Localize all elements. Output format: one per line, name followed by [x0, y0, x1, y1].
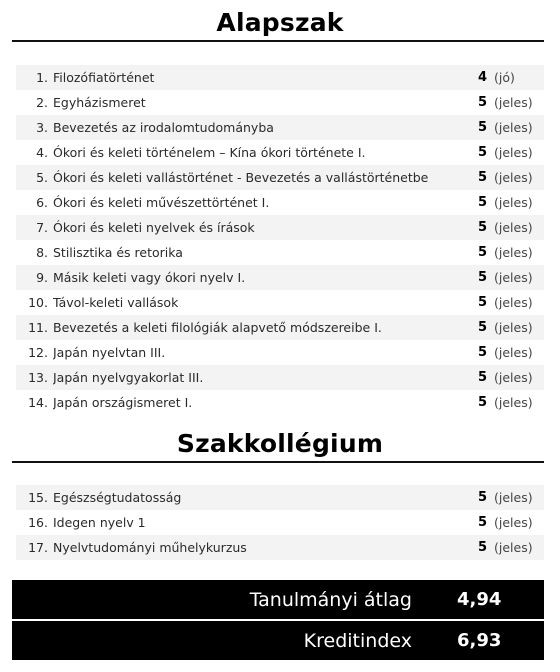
course-number: 7. [36, 220, 48, 235]
section-title: Alapszak [216, 8, 344, 37]
course-name: Nyelvtudományi műhelykurzus [53, 540, 247, 555]
grade-label: (jeles) [494, 120, 533, 135]
course-row [16, 365, 544, 390]
course-name: Távol-keleti vallások [53, 295, 179, 310]
grade-label: (jeles) [494, 145, 533, 160]
course-row [16, 390, 544, 415]
grade-value: 4 [478, 70, 488, 85]
course-name: Ókori és keleti nyelvek és írások [53, 220, 255, 235]
course-number: 13. [28, 370, 48, 385]
course-list [16, 485, 544, 560]
grade-label: (jó) [494, 70, 515, 85]
grade-value: 5 [478, 245, 488, 260]
course-name: Stilisztika és retorika [53, 245, 183, 260]
course-name: Japán országismeret I. [53, 395, 193, 410]
credit-index-label: Kreditindex [303, 629, 412, 652]
course-number: 9. [36, 270, 48, 285]
course-number: 10. [28, 295, 48, 310]
grade-value: 5 [478, 490, 488, 505]
grade-label: (jeles) [494, 170, 533, 185]
grade-value: 5 [478, 195, 488, 210]
grade-label: (jeles) [494, 395, 533, 410]
course-number: 16. [28, 515, 48, 530]
credit-index-bar [12, 621, 544, 660]
course-row [16, 315, 544, 340]
average-label: Tanulmányi átlag [249, 588, 412, 611]
grade-label: (jeles) [494, 95, 533, 110]
course-number: 6. [36, 195, 48, 210]
grade-label: (jeles) [494, 270, 533, 285]
average-value: 4,94 [457, 589, 502, 610]
grade-label: (jeles) [494, 320, 533, 335]
course-name: Ókori és keleti történelem – Kína ókori története I. [53, 145, 366, 160]
course-row [16, 140, 544, 165]
course-name: Bevezetés a keleti filológiák alapvető módszereibe I. [53, 320, 382, 335]
grade-value: 5 [478, 120, 488, 135]
course-row [16, 115, 544, 140]
course-number: 15. [28, 490, 48, 505]
grade-value: 5 [478, 170, 488, 185]
average-bar [12, 580, 544, 619]
grade-value: 5 [478, 145, 488, 160]
course-name: Egyházismeret [53, 95, 146, 110]
credit-index-value: 6,93 [457, 630, 502, 651]
divider [12, 40, 544, 42]
course-name: Másik keleti vagy ókori nyelv I. [53, 270, 246, 285]
course-name: Bevezetés az irodalomtudományba [53, 120, 274, 135]
grade-label: (jeles) [494, 295, 533, 310]
grade-value: 5 [478, 270, 488, 285]
grade-value: 5 [478, 320, 488, 335]
course-row [16, 215, 544, 240]
course-name: Egészségtudatosság [53, 490, 182, 505]
grade-label: (jeles) [494, 345, 533, 360]
grade-label: (jeles) [494, 490, 533, 505]
course-number: 2. [36, 95, 48, 110]
course-row [16, 535, 544, 560]
course-number: 3. [36, 120, 48, 135]
grade-value: 5 [478, 515, 488, 530]
grade-value: 5 [478, 370, 488, 385]
course-number: 5. [36, 170, 48, 185]
course-number: 8. [36, 245, 48, 260]
grade-label: (jeles) [494, 195, 533, 210]
course-row [16, 90, 544, 115]
grade-label: (jeles) [494, 515, 533, 530]
grade-value: 5 [478, 220, 488, 235]
course-number: 12. [28, 345, 48, 360]
course-number: 1. [36, 70, 48, 85]
course-number: 14. [28, 395, 48, 410]
course-row [16, 485, 544, 510]
course-row [16, 510, 544, 535]
course-row [16, 65, 544, 90]
grade-label: (jeles) [494, 245, 533, 260]
course-row [16, 265, 544, 290]
grade-value: 5 [478, 295, 488, 310]
grade-value: 5 [478, 345, 488, 360]
course-number: 17. [28, 540, 48, 555]
course-number: 4. [36, 145, 48, 160]
course-name: Idegen nyelv 1 [53, 515, 146, 530]
course-name: Japán nyelvtan III. [53, 345, 166, 360]
course-row [16, 290, 544, 315]
grade-value: 5 [478, 95, 488, 110]
grade-label: (jeles) [494, 370, 533, 385]
course-row [16, 165, 544, 190]
course-name: Ókori és keleti vallástörténet - Bevezetés a vallástörténetbe [53, 170, 429, 185]
course-list [16, 65, 544, 415]
course-name: Ókori és keleti művészettörténet I. [53, 195, 270, 210]
grade-label: (jeles) [494, 220, 533, 235]
course-row [16, 340, 544, 365]
course-row [16, 190, 544, 215]
course-number: 11. [28, 320, 48, 335]
grade-value: 5 [478, 540, 488, 555]
course-row [16, 240, 544, 265]
grade-value: 5 [478, 395, 488, 410]
section-title: Szakkollégium [176, 429, 384, 458]
course-name: Japán nyelvgyakorlat III. [53, 370, 204, 385]
course-name: Filozófiatörténet [53, 70, 155, 85]
grade-label: (jeles) [494, 540, 533, 555]
divider [12, 461, 544, 463]
